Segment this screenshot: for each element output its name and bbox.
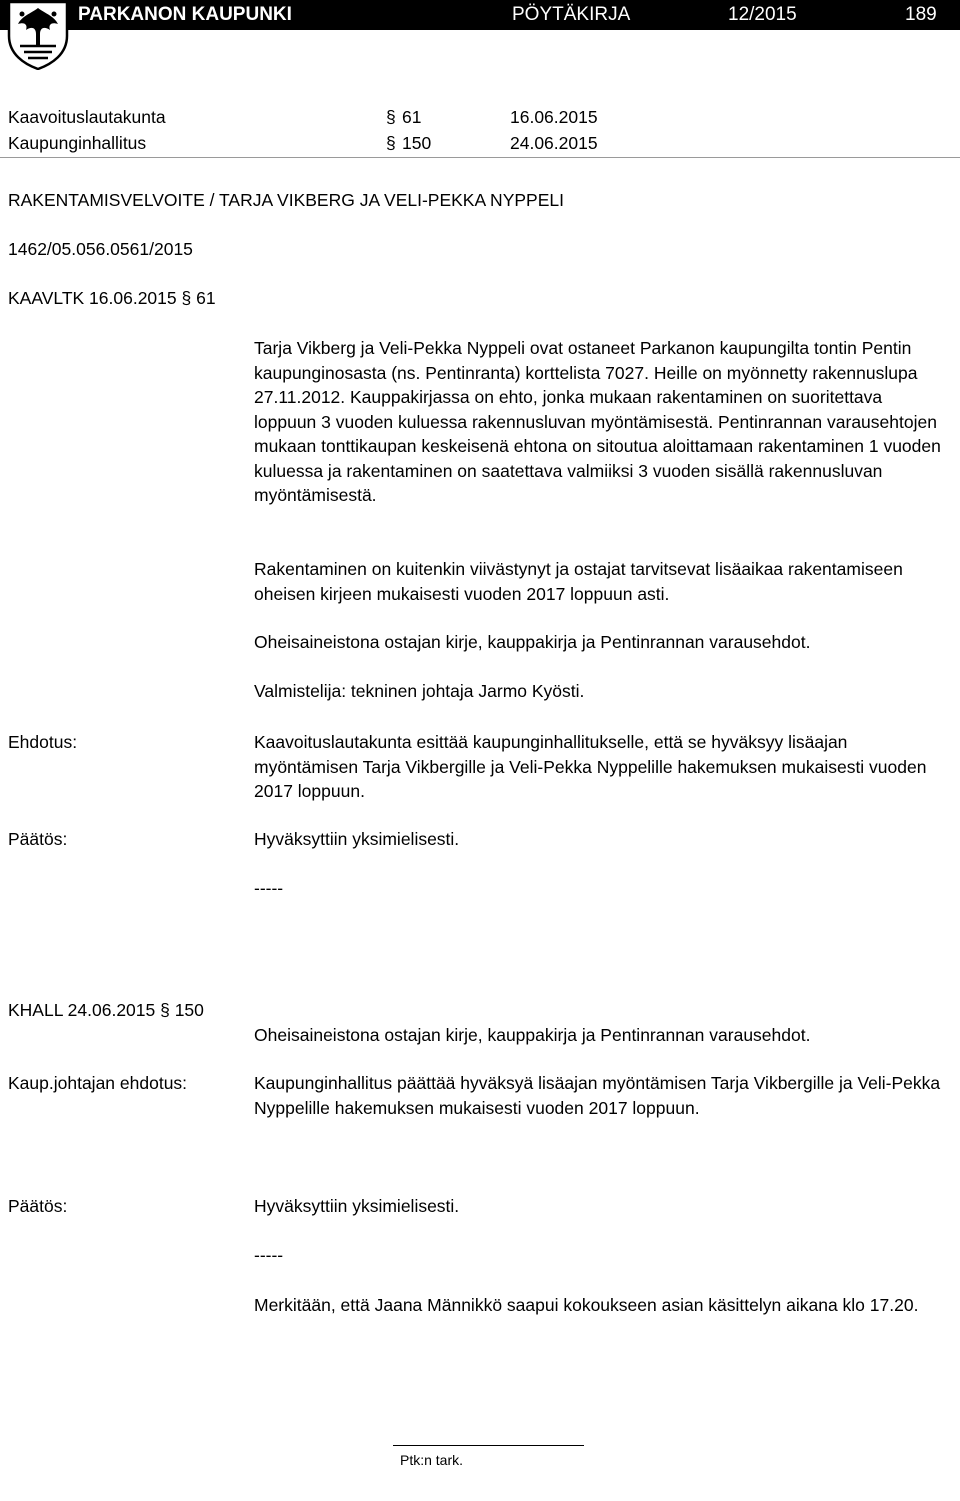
section-number: 61 (402, 107, 422, 127)
section-separator: ----- (254, 878, 284, 898)
kaavltk-description (254, 336, 949, 508)
kaavltk-attachments (254, 630, 949, 655)
parkano-coat-of-arms-icon (6, 0, 70, 70)
decision-label: Päätös: (8, 829, 68, 849)
organization-name: PARKANON KAUPUNKI (78, 4, 292, 25)
header-divider (0, 157, 960, 158)
decision-label: Päätös: (8, 1196, 68, 1216)
kaavltk-preparer (254, 679, 949, 704)
khall-attachments: Oheisaineistona ostajan kirje, kauppakirja ja Pentinrannan varausehdot. (254, 1025, 811, 1045)
khall-section-label: KHALL 24.06.2015 § 150 (8, 1000, 204, 1020)
paragraph: Rakentaminen on kuitenkin viivästynyt ja ostajat tarvitsevat lisäaikaa rakentamiseen oheisen kirjeen mukaisesti vuoden 2017 loppuun asti. (254, 559, 903, 604)
body-name: Kaavoituslautakunta (8, 107, 166, 127)
section-separator: ----- (254, 1245, 284, 1265)
proposal-label: Ehdotus: (8, 732, 78, 752)
signature-line (393, 1445, 584, 1446)
document-type: PÖYTÄKIRJA (512, 4, 631, 25)
decision-text: Hyväksyttiin yksimielisesti. (254, 1196, 460, 1216)
meeting-date: 16.06.2015 (510, 107, 598, 127)
mayor-proposal-label: Kaup.johtajan ehdotus: (8, 1073, 188, 1093)
page-number: 189 (905, 4, 937, 25)
record-number: 1462/05.056.0561/2015 (8, 239, 193, 259)
document-title: RAKENTAMISVELVOITE / TARJA VIKBERG JA VELI-PEKKA NYPPELI (8, 190, 564, 210)
note-text: Merkitään, että Jaana Männikkö saapui kokoukseen asian käsittelyn aikana klo 17.20. (254, 1295, 919, 1315)
khall-proposal (254, 1071, 949, 1120)
section-mark: § (386, 107, 396, 127)
khall-note (254, 1293, 949, 1318)
body-name: Kaupunginhallitus (8, 133, 147, 153)
kaavltk-delay-paragraph (254, 557, 949, 606)
minutes-checker-label: Ptk:n tark. (400, 1452, 464, 1468)
paragraph: Oheisaineistona ostajan kirje, kauppakirja ja Pentinrannan varausehdot. (254, 632, 811, 652)
proposal-text: Kaavoituslautakunta esittää kaupunginhallitukselle, että se hyväksyy lisäajan myöntämisen Tarja Vikbergille ja Veli-Pekka Nyppelille hakemuksen mukaisesti vuoden 2017 loppuun. (254, 732, 927, 801)
paragraph: Valmistelija: tekninen johtaja Jarmo Kyösti. (254, 681, 585, 701)
kaavltk-section-label: KAAVLTK 16.06.2015 § 61 (8, 288, 216, 308)
decision-text: Hyväksyttiin yksimielisesti. (254, 829, 460, 849)
document-header (0, 0, 960, 30)
kaavltk-proposal (254, 730, 949, 804)
issue-number: 12/2015 (728, 4, 797, 25)
proposal-text: Kaupunginhallitus päättää hyväksyä lisäajan myöntämisen Tarja Vikbergille ja Veli-Pekka Nyppelille hakemuksen mukaisesti vuoden 2017 loppuun. (254, 1073, 941, 1118)
section-mark: § (386, 133, 396, 153)
meeting-date: 24.06.2015 (510, 133, 598, 153)
section-number: 150 (402, 133, 432, 153)
paragraph: Tarja Vikberg ja Veli-Pekka Nyppeli ovat ostaneet Parkanon kaupungilta tontin Pentin kaupunginosasta (ns. Pentinranta) korttelista 7027. Heille on myönnetty rakennuslupa 27.11.2012. Kauppakirjassa on ehto, jonka mukaan rakentaminen on suoritettava loppuun 3 vuoden kuluessa rakennusluvan myöntämisestä. Pentinrannan varausehtojen mukaan tonttikaupan keskeisenä ehtona on sitoutua aloittamaan rakentaminen 1 vuoden kuluessa ja rakentaminen on saatettava valmiiksi 3 vuoden sisällä rakennusluvan myöntämisestä. (254, 338, 941, 505)
